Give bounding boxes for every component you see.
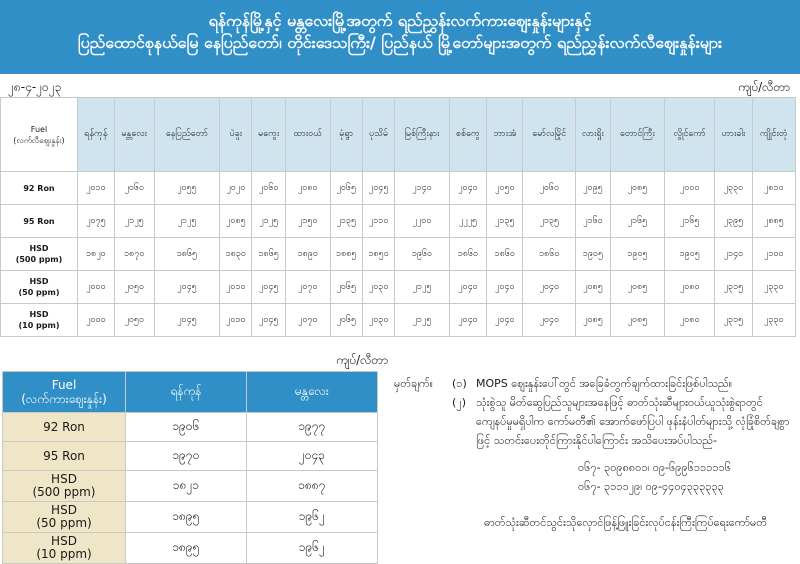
city-header: တောင်ကြီး: [610, 98, 664, 172]
complaint-phones: [578, 458, 731, 496]
price-cell: ၁၉၀၅: [665, 238, 715, 271]
price-cell: ၂၁၄၀: [715, 238, 752, 271]
table-row: [1, 304, 796, 337]
price-cell: ၂၀၈၅: [610, 172, 664, 205]
wholesale-price-cell: ၁၈၈၇: [246, 471, 377, 502]
city-header: မော်လမြိုင်: [523, 98, 576, 172]
price-cell: ၁၈၆၅: [252, 238, 285, 271]
city-header: ရန်ကုန်: [78, 98, 115, 172]
fuel-type-name: HSD: [29, 310, 49, 319]
city-header: စစ်ကွေ: [449, 98, 487, 172]
fuel-type-name: HSD: [51, 472, 77, 486]
price-cell: ၂၀၆၀: [114, 172, 154, 205]
price-cell: ၂၀၀၀: [665, 172, 715, 205]
fuel-type-cell: [1, 271, 78, 304]
wholesale-price-cell: ၂၀၄၃: [246, 442, 377, 471]
fuel-type-cell: [1, 238, 78, 271]
price-cell: ၂၀၀၀: [78, 304, 115, 337]
price-cell: ၂၀၆၅: [330, 172, 362, 205]
price-cell: ၂၁၆၀: [576, 205, 611, 238]
price-cell: ၂၀၀၀: [78, 271, 115, 304]
note-1-text: MOPS ဈေးနှုန်းပေါ်တွင် အခြေခံတွက်ချက်ထားခြင်းဖြစ်ပါသည်။: [476, 377, 733, 390]
wholesale-price-cell: ၁၉၆၂: [246, 533, 377, 564]
price-cell: ၁၉၀၅: [610, 238, 664, 271]
note-1-number: (၁): [452, 377, 467, 390]
price-cell: ၂၀၄၀: [449, 172, 487, 205]
price-cell: ၂၁၁၀: [362, 205, 394, 238]
fuel-type-grade: (500 ppm): [32, 485, 96, 499]
table-row: [3, 502, 378, 533]
fuel-type-cell: [1, 304, 78, 337]
price-cell: ၂၀၉၅: [576, 172, 611, 205]
city-header: ထားဝယ်: [285, 98, 330, 172]
price-cell: ၁၈၆၀: [523, 238, 576, 271]
price-cell: ၂၀၈၀: [665, 304, 715, 337]
price-cell: ၂၀၈၅: [220, 205, 252, 238]
fuel-type-grade: (50 ppm): [36, 516, 92, 530]
price-cell: ၂၀၄၀: [487, 271, 523, 304]
price-cell: ၂၃၁၅: [715, 304, 752, 337]
price-cell: ၂၀၁၀: [78, 172, 115, 205]
fuel-type-name: 95 Ron: [23, 216, 55, 226]
price-cell: ၂၀၄၅: [252, 304, 285, 337]
wholesale-price-cell: ၁၈၉၅: [126, 533, 247, 564]
price-cell: ၂၀၁၀: [220, 271, 252, 304]
price-cell: ၂၀၈၅: [610, 271, 664, 304]
wholesale-price-cell: ၁၈၂၁: [126, 471, 247, 502]
price-cell: ၁၈၇၀: [114, 238, 154, 271]
unit-label-bottom: ကျပ်/လီတာ: [336, 353, 389, 367]
table-row: [3, 533, 378, 564]
city-header: မန္တလေး: [114, 98, 154, 172]
city-header: မြစ်ကြီးနား: [395, 98, 449, 172]
phone-line-2: ၀၆၇- ၃၁၁၁၂၉၊ ၀၉-၄၄၀၄၃၃၃၃၃၃: [578, 480, 724, 493]
fuel-type-cell: [1, 205, 78, 238]
fuel-header-line2: (လက်လီဈေးနှုန်း): [13, 135, 65, 145]
wholesale-col-mandalay: မန္တလေး: [246, 372, 377, 413]
price-cell: ၁၉၆၀: [395, 238, 449, 271]
price-cell: ၂၀၄၀: [449, 271, 487, 304]
price-cell: ၂၈၈၅: [752, 205, 795, 238]
price-cell: ၂၃၉၅: [715, 205, 752, 238]
price-cell: ၂၁၂၅: [395, 304, 449, 337]
table-row: [3, 413, 378, 442]
price-cell: ၂၀၈၀: [665, 271, 715, 304]
price-cell: ၂၀၃၀: [362, 304, 394, 337]
price-cell: ၂၀၅၀: [114, 304, 154, 337]
retail-price-table: [0, 97, 796, 337]
wholesale-fuel-cell: [3, 471, 126, 502]
price-cell: ၂၁၆၅: [610, 205, 664, 238]
fuel-header: [1, 98, 78, 172]
price-cell: ၂၁၂၅: [395, 271, 449, 304]
table-row: [1, 205, 796, 238]
wholesale-price-cell: ၁၈၉၅: [126, 502, 247, 533]
price-cell: ၂၁၀၀: [752, 238, 795, 271]
fuel-type-name: 92 Ron: [43, 419, 85, 434]
price-cell: ၁၈၆၅: [154, 238, 219, 271]
wholesale-fuel-cell: [3, 413, 126, 442]
notes-label: မှတ်ချက်။: [394, 377, 434, 390]
price-cell: ၁၈၃၀: [220, 238, 252, 271]
price-cell: ၂၀၁၀: [220, 304, 252, 337]
price-cell: ၂၀၇၀: [285, 271, 330, 304]
price-cell: ၂၁၅၀: [285, 205, 330, 238]
price-cell: ၂၀၄၀: [523, 271, 576, 304]
note-2-number: (၂): [452, 396, 466, 409]
price-cell: ၂၀၈၀: [285, 172, 330, 205]
price-cell: ၂၁၂၅: [114, 205, 154, 238]
price-cell: ၁၈၈၅: [330, 238, 362, 271]
wholesale-fuel-header: [3, 372, 126, 413]
price-cell: ၁၈၅၀: [362, 238, 394, 271]
fuel-type-grade: (500 ppm): [15, 255, 63, 264]
price-cell: ၂၁၂၅: [154, 205, 219, 238]
city-header: မုံရွာ: [330, 98, 362, 172]
price-cell: ၂၀၄၅: [154, 271, 219, 304]
fuel-type-name: HSD: [29, 277, 49, 286]
price-cell: ၂၀၄၅: [252, 271, 285, 304]
price-cell: ၂၁၆၅: [665, 205, 715, 238]
price-cell: ၂၁၂၅: [252, 205, 285, 238]
price-cell: ၂၃၃၀: [752, 271, 795, 304]
note-2-text: သုံးစွဲသူ မိတ်ဆွေပြည်သူများအနေဖြင့် ဓာတ်သုံးဆီများဝယ်ယူသုံးစွဲရာတွင် ကျေနပ်မှုမရှိပါက ကော်မတီ၏ အောက်ဖော်ပြပါ ဖုန်းနံပါတ်များသို့ လုံခြုံစိတ်ချစွာဖြင့် သတင်းပေးတိုင်ကြားနိုင်ပါကြောင်း အသိပေးအပ်ပါသည်-: [476, 396, 790, 447]
fuel-type-name: HSD: [51, 534, 77, 548]
city-header: ပုသိမ်: [362, 98, 394, 172]
table-row: [1, 238, 796, 271]
price-cell: ၂၀၂၀: [220, 172, 252, 205]
price-cell: ၂၀၄၅: [154, 304, 219, 337]
price-cell: ၂၃၃၀: [752, 304, 795, 337]
fuel-type-grade: (10 ppm): [36, 547, 92, 561]
price-cell: ၂၀၈၅: [576, 304, 611, 337]
city-header: လွိုင်ကော်: [665, 98, 715, 172]
table-row: [1, 172, 796, 205]
city-header: ဟားခါး: [715, 98, 752, 172]
committee-name: ဓာတ်သုံးဆီတင်သွင်းသိုလှောင်ဖြန့်ဖြူးခြင်းလုပ်ငန်းကြီးကြပ်ရေးကော်မတီ: [484, 516, 768, 529]
price-cell: ၂၂၂၅: [449, 205, 487, 238]
wholesale-col-yangon: ရန်ကုန်: [126, 372, 247, 413]
wholesale-price-cell: ၁၉၇၇: [246, 413, 377, 442]
price-cell: ၂၀၆၀: [252, 172, 285, 205]
header-title-line2: ပြည်ထောင်စုနယ်မြေ နေပြည်တော်၊ တိုင်းဒေသကြီး/ ပြည်နယ် မြို့တော်များအတွက် ရည်ညွှန်းလက်လီဈေးနှုန်းများ: [77, 33, 723, 52]
table-row: [1, 271, 796, 304]
price-cell: ၂၁၃၅: [523, 205, 576, 238]
header-title-line1: ရန်ကုန်မြို့နှင့် မန္တလေးမြို့အတွက် ရည်ညွှန်းလက်ကားဈေးနှုန်းများနှင့်: [208, 11, 592, 30]
table-row: [3, 442, 378, 471]
city-header: နေပြည်တော်: [154, 98, 219, 172]
city-header: ပဲခူး: [220, 98, 252, 172]
city-header: လားရှိုး: [576, 98, 611, 172]
price-cell: ၁၉၀၅: [576, 238, 611, 271]
fuel-type-grade: (10 ppm): [18, 321, 60, 330]
wholesale-price-cell: ၁၉၆၂: [246, 502, 377, 533]
price-cell: ၂၁၃၅: [330, 205, 362, 238]
wholesale-price-table: [2, 371, 378, 564]
price-cell: ၁၈၉၀: [285, 238, 330, 271]
wholesale-fuel-cell: [3, 502, 126, 533]
page-header: [0, 0, 800, 74]
price-cell: ၂၈၁၀: [752, 172, 795, 205]
wholesale-fuel-header-line2: (လက်ကားဈေးနှုန်း): [21, 392, 107, 406]
price-cell: ၂၀၅၀: [114, 271, 154, 304]
price-cell: ၂၀၆၅: [330, 304, 362, 337]
price-date: ၂၈-၄-၂၀၂၃: [8, 80, 62, 94]
price-cell: ၂၁၃၅: [487, 205, 523, 238]
wholesale-fuel-header-line1: Fuel: [51, 378, 77, 392]
unit-label-top: ကျပ်/လီတာ: [737, 80, 790, 94]
price-cell: ၂၀၆၀: [523, 172, 576, 205]
fuel-type-name: 92 Ron: [23, 183, 55, 193]
wholesale-fuel-cell: [3, 533, 126, 564]
price-cell: ၂၀၈၅: [576, 271, 611, 304]
price-cell: ၂၀၅၀: [487, 172, 523, 205]
fuel-type-name: HSD: [51, 503, 77, 517]
fuel-type-name: 95 Ron: [43, 448, 85, 463]
price-cell: ၂၃၁၅: [715, 271, 752, 304]
fuel-type-name: HSD: [29, 244, 49, 253]
city-header: မကွေး: [252, 98, 285, 172]
table-row: [3, 471, 378, 502]
price-cell: ၂၀၃၀: [362, 271, 394, 304]
price-cell: ၂၀၄၅: [362, 172, 394, 205]
price-cell: ၁၈၆၀: [449, 238, 487, 271]
price-cell: ၂၀၇၅: [78, 205, 115, 238]
wholesale-fuel-cell: [3, 442, 126, 471]
wholesale-price-cell: ၁၉၀၆: [126, 413, 247, 442]
price-cell: ၁၈၆၀: [487, 238, 523, 271]
notes-section: [394, 374, 794, 450]
price-cell: ၂၀၄၀: [449, 304, 487, 337]
city-header: ကျိုင်းတုံ: [752, 98, 795, 172]
price-cell: ၂၀၄၀: [523, 304, 576, 337]
fuel-type-grade: (50 ppm): [18, 288, 60, 297]
price-cell: ၂၀၈၅: [610, 304, 664, 337]
price-cell: ၂၂၀၀: [395, 205, 449, 238]
price-cell: ၂၀၆၅: [330, 271, 362, 304]
price-cell: ၂၀၇၀: [285, 304, 330, 337]
phone-line-1: ၀၆၇- ၃၀၉၈၈၀၁၊ ၀၉-၆၉၉၆၁၁၁၁၁၆: [578, 461, 731, 474]
price-cell: ၂၀၄၀: [487, 304, 523, 337]
price-cell: ၁၈၂၀: [78, 238, 115, 271]
city-header: ဘားအံ: [487, 98, 523, 172]
wholesale-price-cell: ၁၉၇၀: [126, 442, 247, 471]
fuel-header-line1: Fuel: [30, 124, 48, 134]
price-cell: ၂၀၅၅: [154, 172, 219, 205]
price-cell: ၂၃၃၀: [715, 172, 752, 205]
fuel-type-cell: [1, 172, 78, 205]
price-cell: ၂၁၄၀: [395, 172, 449, 205]
